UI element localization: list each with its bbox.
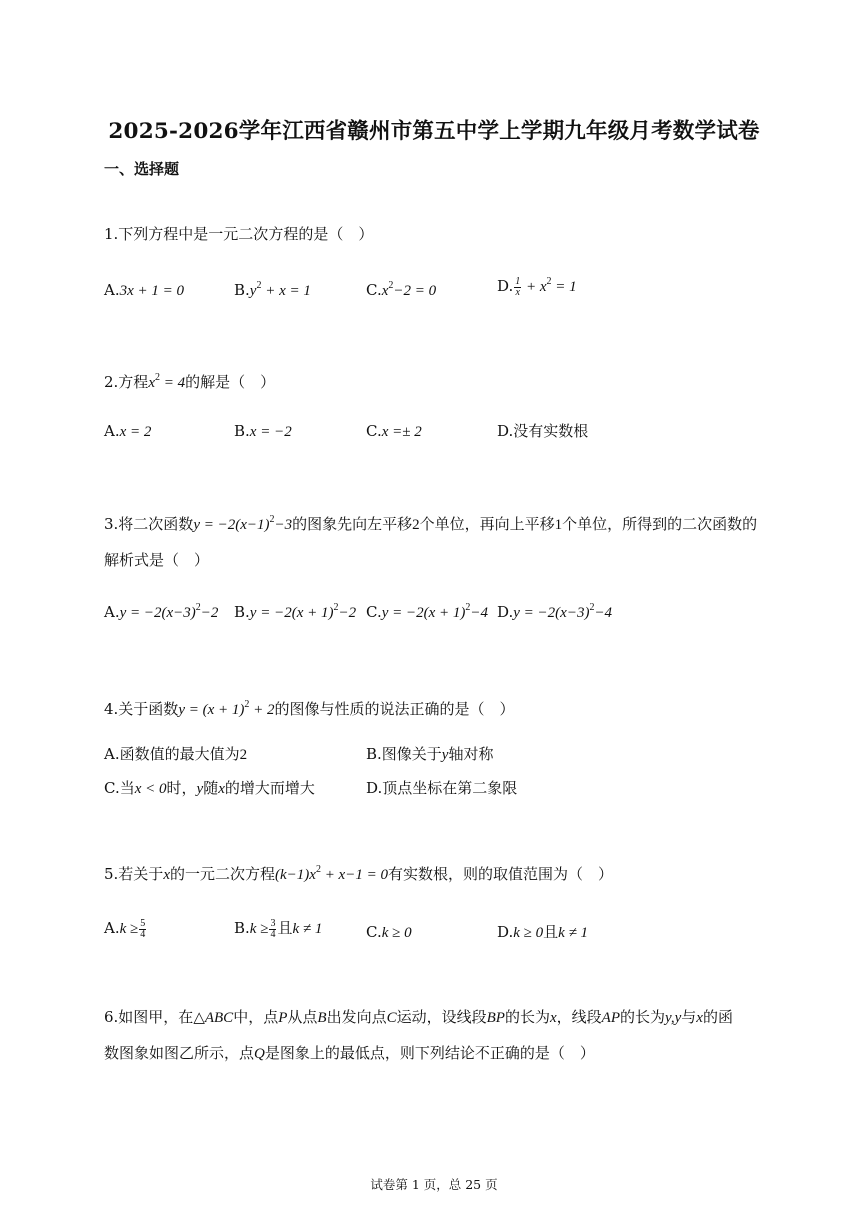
question-5-stem: 5.若关于x的一元二次方程$(k-1)x^2 + x-1 = 0$有实数根，则的取值范围为（ ） [104,864,613,883]
question-2-option-a: A.x = 2 [104,422,152,440]
fraction: $\frac{1}{x}$ [515,275,521,298]
question-2-option-b: B.x = −2 [234,422,292,440]
question-1-option-a: A.3x + 1 = 0 [104,281,185,299]
question-4-option-b: B.图像关于y轴对称 [366,745,494,763]
page-title: 2025-2026学年江西省赣州市第五中学上学期九年级月考数学试卷 [108,119,760,144]
question-5-option-a: A.k ≥ $\frac{5}{4}$ [104,917,146,940]
question-4-stem: 4.关于函数$y = (x + 1)^2 + 2$的图像与性质的说法正确的是（ ） [104,699,515,718]
question-1-option-d: D. $\frac{1}{x}$ + $x^2 = 1$ [497,275,577,298]
question-1-option-b: $B.y^2 + x = 1$ [234,280,311,299]
question-2-option-d: D.没有实数根 [497,422,589,440]
question-6-stem-line1: 6.如图甲，在△ABC中，点P从点B出发向点C运动，设线段BP的长为x，线段AP的长为y,y与x的函 [104,1008,733,1026]
question-5-option-c: C.k ≥ 0 [366,923,412,941]
question-6-stem-line2: 数图象如图乙所示，点Q是图象上的最低点，则下列结论不正确的是（ ） [104,1044,595,1062]
question-3-stem-line1: 3.将二次函数$y = -2(x-1)^2-3$的图象先向左平移2个单位，再向上平移1个单位，所得到的二次函数的 [104,514,758,533]
question-4-option-c: C.当x < 0时，y随x的增大而增大 [104,779,315,797]
question-5-option-b: B.k ≥ $\frac{3}{4}$ 且k ≠ 1 [234,917,323,940]
question-3-option-c: $C.y = -2(x + 1)^2-4$ [366,602,489,621]
question-3-option-a: $A.y = -2(x-3)^2-2$ [104,602,219,621]
section-heading: 一、选择题 [104,160,180,178]
question-3-option-b: $B.y = -2(x + 1)^2-2$ [234,602,357,621]
question-1-stem: 1.下列方程中是一元二次方程的是（ ） [104,225,374,243]
question-3-stem-line2: 解析式是（ ） [104,551,210,569]
page-footer: 试卷第 1 页，总 25 页 [370,1177,498,1192]
fraction: $\frac{3}{4}$ [270,917,276,940]
question-4-option-d: D.顶点坐标在第二象限 [366,779,518,797]
question-4-option-a: A.函数值的最大值为2 [104,745,248,763]
question-2-stem: 2.方程$x^2 = 4$的解是（ ） [104,372,276,391]
question-5-option-d: D.k ≥ 0且k ≠ 1 [497,923,589,941]
question-3-option-d: $D.y = -2(x-3)^2-4$ [497,602,613,621]
question-1-option-c: $C.x^2-2 = 0$ [366,280,437,299]
question-2-option-c: C.x =± 2 [366,422,422,440]
fraction: $\frac{5}{4}$ [140,917,146,940]
